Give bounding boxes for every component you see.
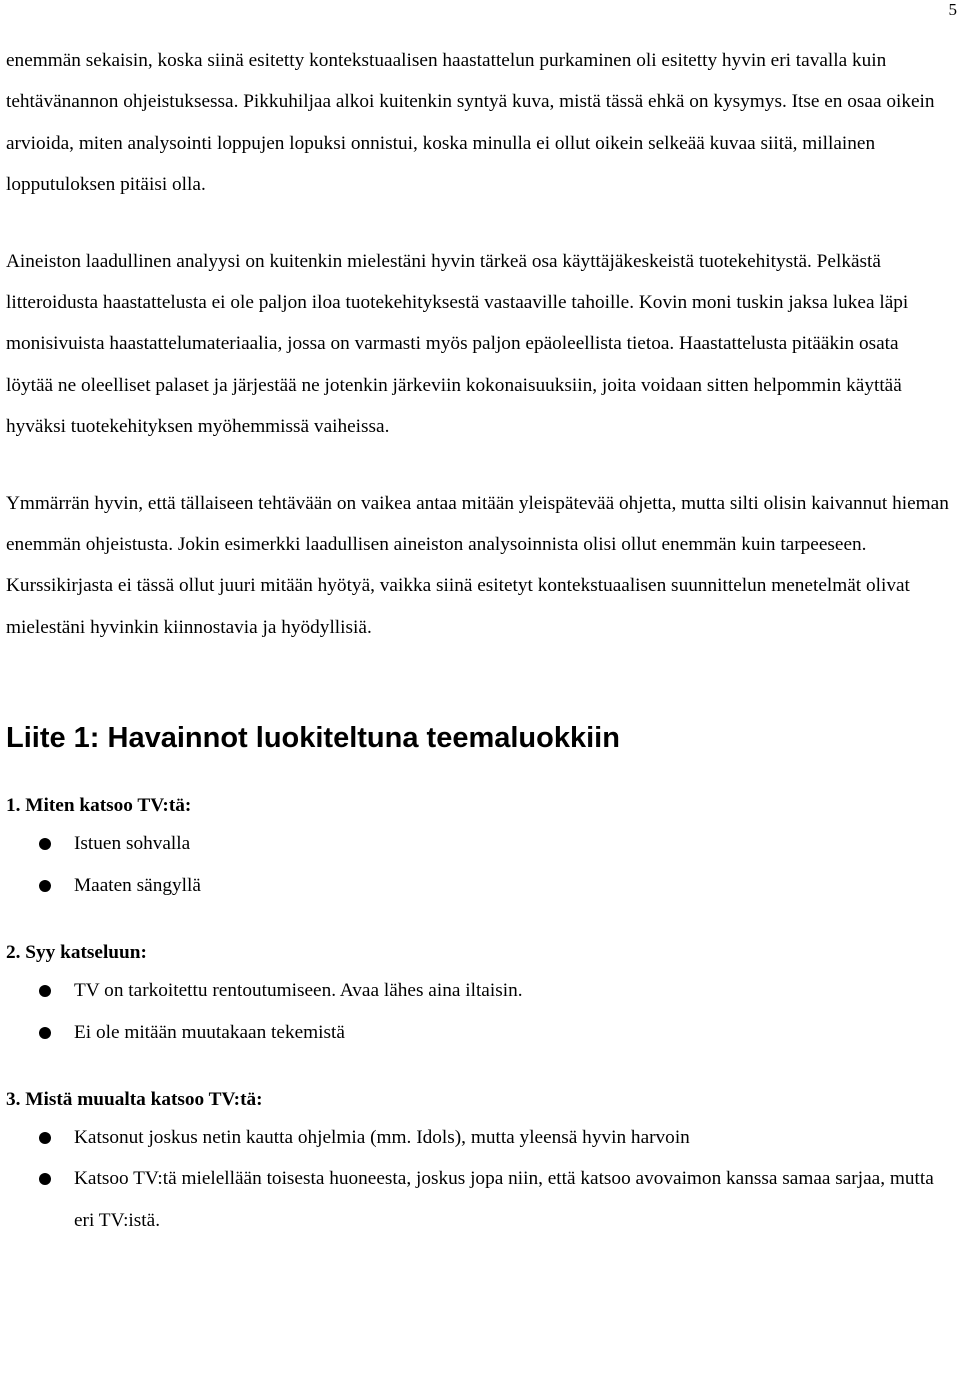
theme-item-list: [6, 823, 950, 906]
theme-section-title: 3. Mistä muualta katsoo TV:tä:: [6, 1088, 263, 1110]
list-item-text: TV on tarkoitettu rentoutumiseen. Avaa lähes aina iltaisin.: [74, 980, 523, 1002]
bullet-icon: [39, 838, 51, 850]
theme-section-1: [6, 794, 950, 906]
list-item: [6, 1012, 950, 1053]
bullet-icon: [39, 880, 51, 892]
theme-section-3: [6, 1088, 950, 1241]
bullet-icon: [39, 1132, 51, 1144]
theme-item-list: [6, 970, 950, 1053]
body-paragraph-2: Aineiston laadullinen analyysi on kuitenkin mielestäni hyvin tärkeä osa käyttäjäkeskeistä tuotekehitystä. Pelkästä litteroidusta haastattelusta ei ole paljon iloa tuotekehityksestä vastaaville tahoille. Kovin moni tuskin jaksa lukea läpi monisivuista haastattelumateriaalia, jossa on varmasti myös paljon epäoleellista tietoa. Haastattelusta pitääkin osata löytää ne oleelliset palaset ja järjestää ne jotenkin järkeviin kokonaisuuksiin, joita voidaan sitten helpommin käyttää hyväksi tuotekehityksen myöhemmissä vaiheissa.: [6, 250, 909, 438]
bullet-icon: [39, 985, 51, 997]
list-item: [6, 1117, 950, 1158]
bullet-icon: [39, 1027, 51, 1039]
list-item-text: Ei ole mitään muutakaan tekemistä: [74, 1021, 345, 1043]
list-item-text: Istuen sohvalla: [74, 833, 191, 855]
list-item: [6, 865, 950, 906]
list-item-text: Katsoo TV:tä mielellään toisesta huoneesta, joskus jopa niin, että katsoo avovaimon kanssa samaa sarjaa, mutta eri TV:istä.: [74, 1168, 934, 1231]
page-number: 5: [948, 0, 957, 19]
theme-section-title: 1. Miten katsoo TV:tä:: [6, 795, 192, 817]
body-paragraph-1: enemmän sekaisin, koska siinä esitetty kontekstuaalisen haastattelun purkaminen oli esitetty hyvin eri tavalla kuin tehtävänannon ohjeistuksessa. Pikkuhiljaa alkoi kuitenkin syntyä kuva, mistä tässä ehkä on kysymys. Itse en osaa oikein arvioida, miten analysointi loppujen lopuksi onnistui, koska minulla ei ollut oikein selkeää kuvaa siitä, millainen lopputuloksen pitäisi olla.: [6, 50, 935, 196]
list-item-text: Maaten sängyllä: [74, 874, 201, 896]
theme-section-title: 2. Syy katseluun:: [6, 942, 147, 964]
appendix-heading: Liite 1: Havainnot luokiteltuna teemaluokkiin: [6, 722, 620, 755]
body-paragraph-3: Ymmärrän hyvin, että tällaiseen tehtävään on vaikea antaa mitään yleispätevää ohjetta, mutta silti olisin kaivannut hieman enemmän ohjeistusta. Jokin esimerkki laadullisen aineiston analysoinnista olisi ollut enemmän kuin tarpeeseen. Kurssikirjasta ei tässä ollut juuri mitään hyötyä, vaikka siinä esitetyt kontekstuaalisen suunnittelun menetelmät olivat mielestäni hyvinkin kiinnostavia ja hyödyllisiä.: [6, 492, 949, 638]
theme-item-list: [6, 1117, 950, 1241]
list-item: [6, 1158, 950, 1241]
theme-section-2: [6, 941, 950, 1053]
list-item-text: Katsonut joskus netin kautta ohjelmia (mm. Idols), mutta yleensä hyvin harvoin: [74, 1126, 690, 1148]
page-content: [6, 40, 950, 1241]
list-item: [6, 970, 950, 1011]
list-item: [6, 823, 950, 864]
bullet-icon: [39, 1173, 51, 1185]
